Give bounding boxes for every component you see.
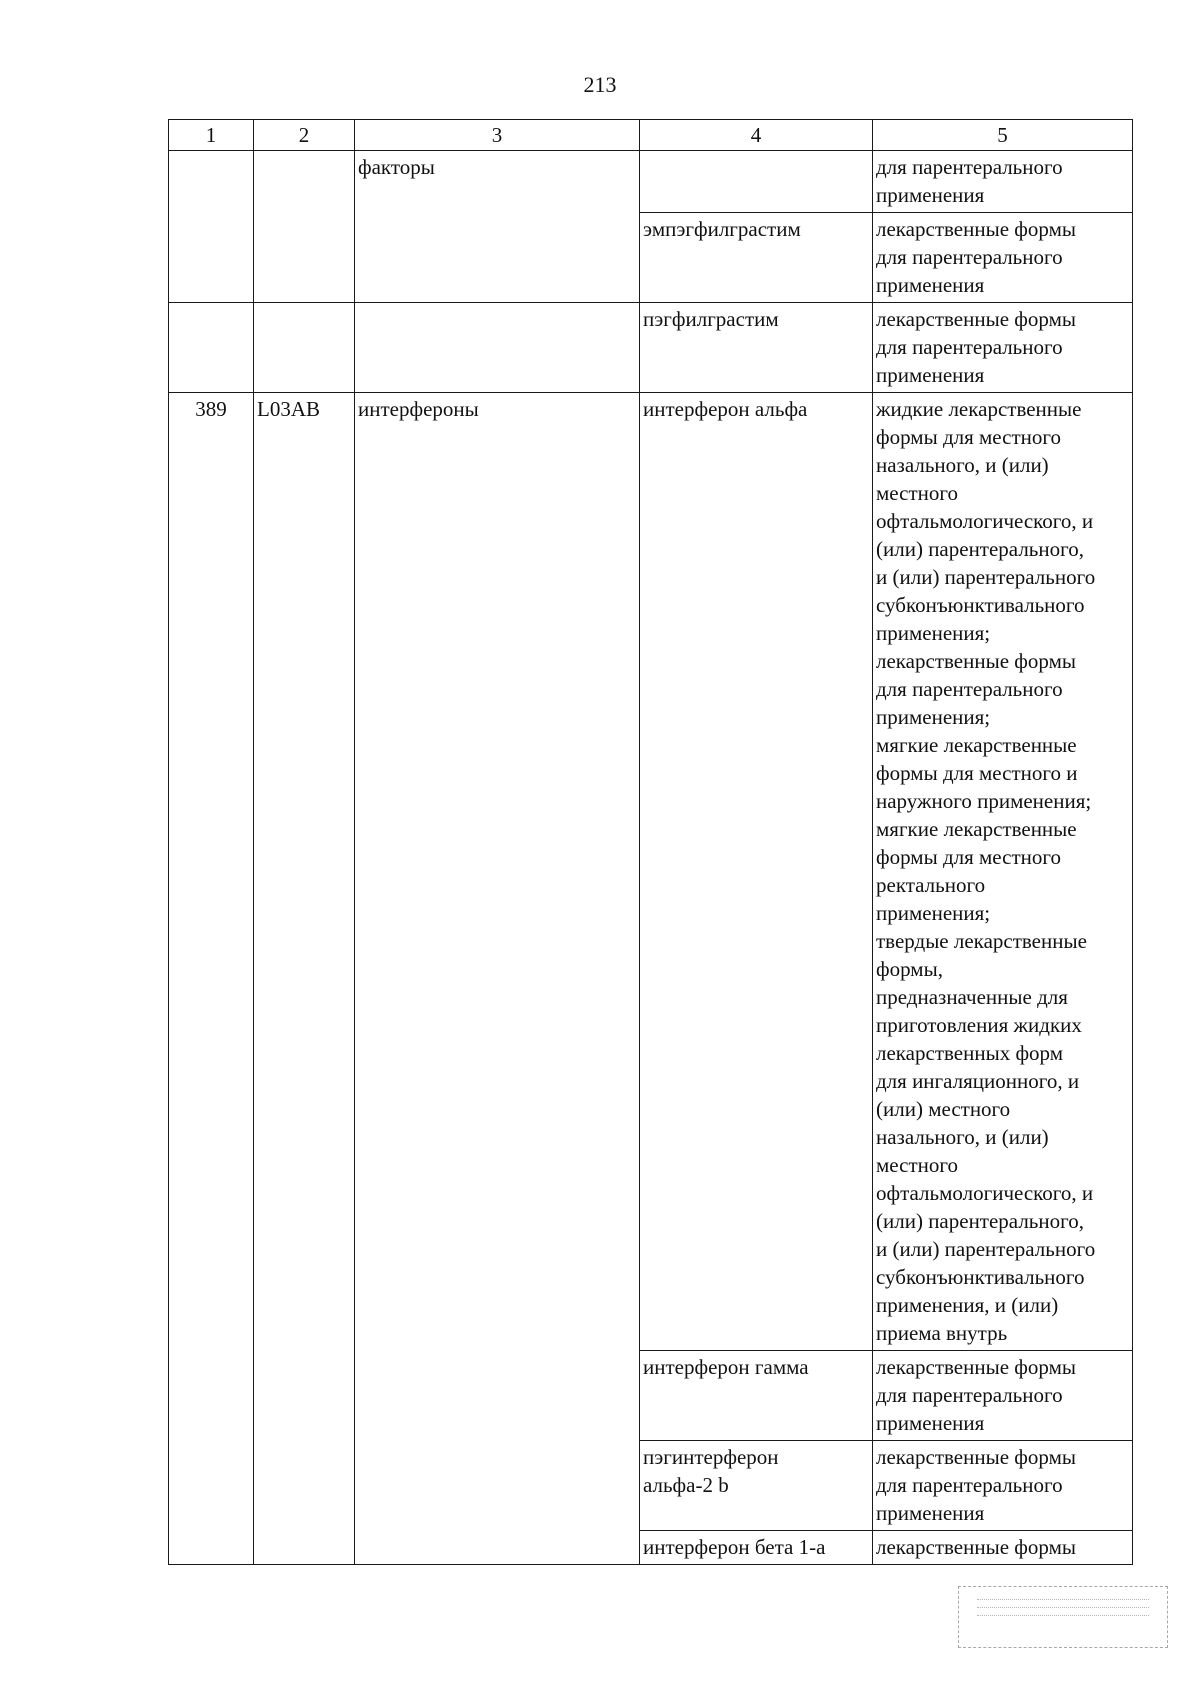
header-col-3: 3	[355, 120, 640, 151]
dosage-forms: лекарственные формы для парентерального применения	[873, 213, 1133, 303]
dosage-forms: лекарственные формы для парентерального применения	[873, 303, 1133, 393]
table-header-row	[169, 120, 1133, 151]
dosage-forms: для парентерального применения	[873, 151, 1133, 213]
dosage-forms: лекарственные формы для парентерального применения	[873, 1441, 1133, 1531]
atc-code	[254, 303, 355, 393]
table-row	[169, 151, 1133, 213]
row-number	[169, 303, 254, 393]
drug-table	[168, 119, 1133, 1565]
group-name	[355, 303, 640, 393]
atc-code: L03AB	[254, 393, 355, 1565]
group-name: интерфероны	[355, 393, 640, 1565]
dosage-forms: лекарственные формы	[873, 1531, 1133, 1565]
drug-name: интерферон гамма	[640, 1351, 873, 1441]
atc-code	[254, 151, 355, 303]
page-number: 213	[583, 72, 617, 97]
drug-name: эмпэгфилграстим	[640, 213, 873, 303]
table-row	[169, 303, 1133, 393]
header-col-5: 5	[873, 120, 1133, 151]
drug-name: интерферон альфа	[640, 393, 873, 1351]
header-col-2: 2	[254, 120, 355, 151]
dosage-forms: жидкие лекарственные формы для местного назального, и (или) местного офтальмологического, и (или) парентерального, и (или) парентерального субконъюнктивального применения; лекарственные формы для парентерального применения; мягкие лекарственные формы для местного и наружного применения; мягкие лекарственные формы для местного ректального применения; твердые лекарственные формы, предназначенные для приготовления жидких лекарственных форм для ингаляционного, и (или) местного назального, и (или) местного офтальмологического, и (или) парентерального, и (или) парентерального субконъюнктивального применения, и (или) приема внутрь	[873, 393, 1133, 1351]
header-col-4: 4	[640, 120, 873, 151]
drug-name	[640, 151, 873, 213]
drug-name: пэгфилграстим	[640, 303, 873, 393]
header-col-1: 1	[169, 120, 254, 151]
row-number	[169, 151, 254, 303]
drug-name: пэгинтерферон альфа-2 b	[640, 1441, 873, 1531]
group-name: факторы	[355, 151, 640, 303]
faded-stamp	[958, 1586, 1168, 1648]
drug-name: интерферон бета 1-а	[640, 1531, 873, 1565]
dosage-forms: лекарственные формы для парентерального применения	[873, 1351, 1133, 1441]
row-number: 389	[169, 393, 254, 1565]
table-row	[169, 393, 1133, 1351]
